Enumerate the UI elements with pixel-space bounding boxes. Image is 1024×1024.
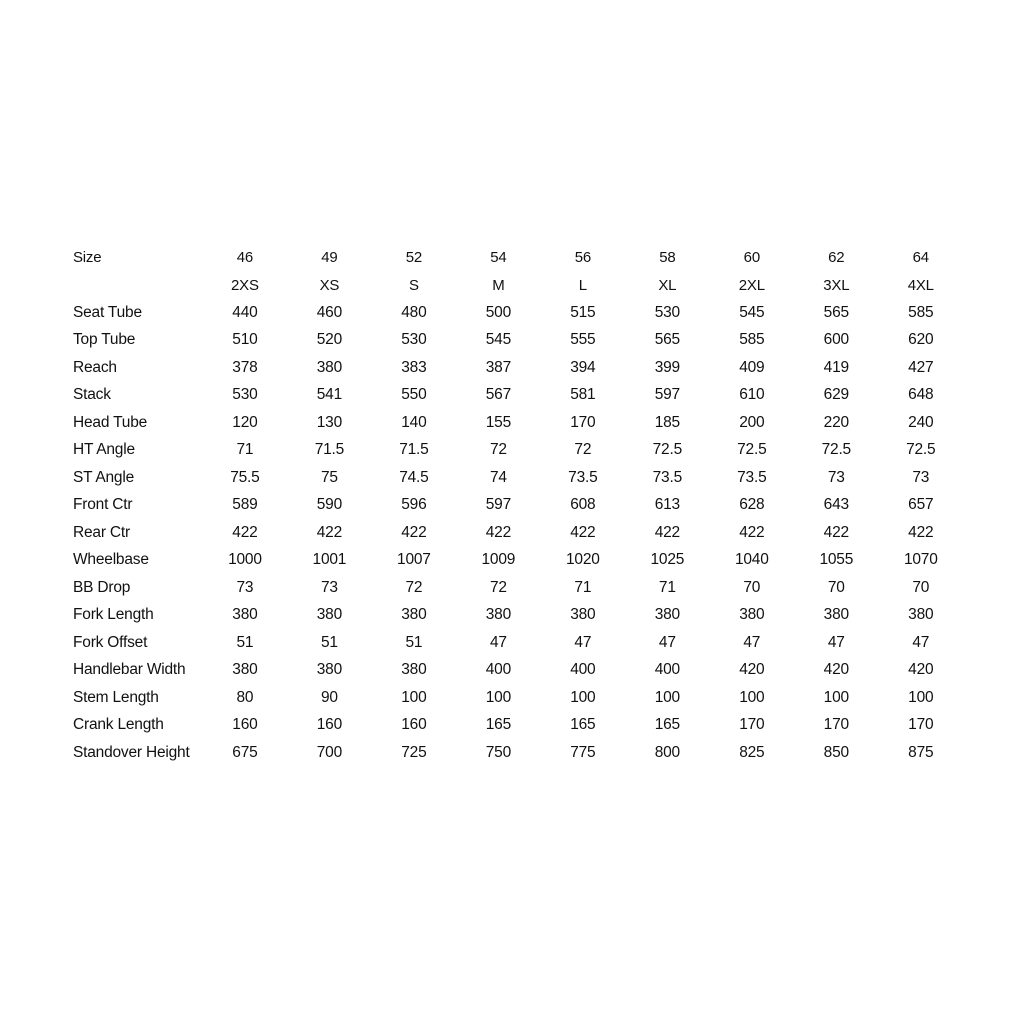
table-cell: 875 <box>908 743 934 761</box>
table-cell: 380 <box>739 606 765 624</box>
table-cell: 378 <box>232 358 258 376</box>
table-cell: 120 <box>232 413 258 431</box>
table-cell: 47 <box>489 633 507 651</box>
table-cell: 47 <box>827 633 845 651</box>
table-cell: 440 <box>232 303 258 321</box>
table-cell: 422 <box>485 523 511 541</box>
row-label: Head Tube <box>73 413 148 431</box>
table-cell: 47 <box>574 633 592 651</box>
table-cell: 80 <box>236 688 254 706</box>
header-frame-size: 52 <box>405 249 423 267</box>
table-cell: 1025 <box>650 551 685 569</box>
table-cell: 380 <box>570 606 596 624</box>
table-cell: 422 <box>232 523 258 541</box>
table-cell: 597 <box>485 496 511 514</box>
table-cell: 800 <box>654 743 680 761</box>
row-label: Seat Tube <box>73 303 142 321</box>
row-label: Reach <box>73 358 117 376</box>
table-cell: 750 <box>485 743 511 761</box>
table-cell: 47 <box>743 633 761 651</box>
table-row <box>73 519 963 547</box>
header-frame-size: 46 <box>236 249 254 267</box>
table-cell: 545 <box>485 331 511 349</box>
table-row <box>73 299 963 327</box>
table-cell: 170 <box>908 716 934 734</box>
table-cell: 1055 <box>819 551 854 569</box>
table-cell: 565 <box>654 331 680 349</box>
table-cell: 73 <box>912 468 930 486</box>
table-cell: 380 <box>654 606 680 624</box>
table-cell: 541 <box>316 386 343 404</box>
row-label: Handlebar Width <box>73 661 186 679</box>
header-letter-size: XL <box>658 276 677 294</box>
table-cell: 422 <box>908 523 934 541</box>
table-cell: 185 <box>654 413 680 431</box>
table-cell: 520 <box>316 331 343 349</box>
table-row <box>73 382 963 410</box>
header-letter-size: 2XS <box>231 276 259 294</box>
table-row <box>73 739 963 767</box>
row-label: Front Ctr <box>73 496 133 514</box>
table-cell: 585 <box>739 331 765 349</box>
table-cell: 422 <box>823 523 849 541</box>
table-cell: 90 <box>320 688 338 706</box>
table-row <box>73 464 963 492</box>
table-cell: 555 <box>570 331 596 349</box>
table-cell: 596 <box>401 496 427 514</box>
table-cell: 420 <box>908 661 934 679</box>
table-cell: 165 <box>654 716 680 734</box>
table-cell: 200 <box>739 413 765 431</box>
table-cell: 170 <box>570 413 596 431</box>
table-row <box>73 684 963 712</box>
table-cell: 530 <box>232 386 258 404</box>
table-cell: 380 <box>823 606 849 624</box>
table-cell: 380 <box>316 606 343 624</box>
table-cell: 409 <box>739 358 765 376</box>
table-cell: 100 <box>654 688 680 706</box>
table-cell: 590 <box>316 496 343 514</box>
table-cell: 643 <box>823 496 849 514</box>
table-cell: 170 <box>823 716 849 734</box>
table-cell: 71 <box>236 441 254 459</box>
table-cell: 400 <box>570 661 596 679</box>
table-cell: 597 <box>654 386 680 404</box>
table-cell: 220 <box>823 413 849 431</box>
table-cell: 608 <box>570 496 596 514</box>
table-cell: 70 <box>743 578 761 596</box>
table-cell: 500 <box>485 303 511 321</box>
table-cell: 1040 <box>734 551 769 569</box>
table-row <box>73 354 963 382</box>
table-cell: 550 <box>401 386 427 404</box>
table-cell: 725 <box>401 743 427 761</box>
row-label: Standover Height <box>73 743 190 761</box>
table-cell: 567 <box>485 386 511 404</box>
table-cell: 825 <box>739 743 765 761</box>
table-row <box>73 327 963 355</box>
table-cell: 383 <box>401 358 427 376</box>
table-cell: 1009 <box>481 551 516 569</box>
table-cell: 75 <box>320 468 338 486</box>
table-row <box>73 574 963 602</box>
table-row <box>73 602 963 630</box>
table-cell: 70 <box>827 578 845 596</box>
table-row <box>73 492 963 520</box>
table-cell: 160 <box>316 716 343 734</box>
table-cell: 72.5 <box>737 441 767 459</box>
table-cell: 74.5 <box>399 468 429 486</box>
table-cell: 73.5 <box>737 468 767 486</box>
header-frame-size: 58 <box>659 249 676 267</box>
row-label: Stack <box>73 386 111 404</box>
table-cell: 422 <box>739 523 765 541</box>
row-label: Fork Length <box>73 606 154 624</box>
table-row <box>73 547 963 575</box>
table-cell: 240 <box>908 413 934 431</box>
header-frame-size: 54 <box>490 249 507 267</box>
table-cell: 530 <box>654 303 680 321</box>
table-cell: 160 <box>401 716 427 734</box>
table-cell: 72.5 <box>652 441 683 459</box>
table-cell: 130 <box>316 413 343 431</box>
table-cell: 380 <box>316 358 343 376</box>
row-label: Crank Length <box>73 716 164 734</box>
table-cell: 72 <box>489 578 507 596</box>
row-label: HT Angle <box>73 441 135 459</box>
table-cell: 100 <box>570 688 596 706</box>
header-row-frame-sizes <box>73 244 963 272</box>
header-letter-size: 3XL <box>823 276 850 294</box>
table-cell: 775 <box>570 743 596 761</box>
header-letter-size: L <box>578 276 587 294</box>
table-cell: 100 <box>908 688 934 706</box>
row-label: BB Drop <box>73 578 131 596</box>
header-frame-size: 64 <box>912 249 929 267</box>
table-cell: 70 <box>912 578 930 596</box>
table-row <box>73 437 963 465</box>
table-cell: 400 <box>485 661 511 679</box>
header-frame-size: 60 <box>743 249 760 267</box>
table-cell: 140 <box>401 413 427 431</box>
table-cell: 515 <box>570 303 596 321</box>
table-cell: 700 <box>316 743 343 761</box>
table-cell: 675 <box>232 743 258 761</box>
header-letter-size: XS <box>319 276 340 294</box>
table-cell: 589 <box>232 496 258 514</box>
table-cell: 47 <box>658 633 676 651</box>
table-cell: 400 <box>654 661 680 679</box>
header-letter-size: M <box>492 276 505 294</box>
table-cell: 51 <box>320 633 338 651</box>
row-label: Rear Ctr <box>73 523 130 541</box>
table-cell: 380 <box>316 661 343 679</box>
table-cell: 100 <box>823 688 849 706</box>
table-cell: 51 <box>405 633 423 651</box>
table-cell: 628 <box>739 496 765 514</box>
table-cell: 72 <box>574 441 592 459</box>
table-cell: 100 <box>485 688 511 706</box>
table-cell: 850 <box>823 743 849 761</box>
table-cell: 71.5 <box>399 441 429 459</box>
table-row <box>73 657 963 685</box>
table-cell: 427 <box>908 358 934 376</box>
table-cell: 73.5 <box>568 468 598 486</box>
table-cell: 51 <box>236 633 254 651</box>
table-cell: 420 <box>739 661 765 679</box>
header-row-letter-sizes <box>73 272 963 300</box>
table-cell: 160 <box>232 716 258 734</box>
table-cell: 1020 <box>566 551 600 569</box>
row-label: Top Tube <box>73 331 136 349</box>
table-cell: 71 <box>658 578 676 596</box>
table-cell: 530 <box>401 331 427 349</box>
header-frame-size: 62 <box>828 249 845 267</box>
table-cell: 380 <box>485 606 511 624</box>
table-cell: 394 <box>570 358 596 376</box>
table-cell: 610 <box>739 386 765 404</box>
table-cell: 47 <box>912 633 930 651</box>
table-cell: 657 <box>908 496 934 514</box>
header-letter-size: S <box>408 276 419 294</box>
header-letter-size: 2XL <box>738 276 765 294</box>
table-cell: 565 <box>823 303 849 321</box>
table-cell: 380 <box>232 661 258 679</box>
table-cell: 73 <box>320 578 338 596</box>
table-cell: 165 <box>485 716 511 734</box>
table-cell: 71 <box>574 578 592 596</box>
table-cell: 100 <box>739 688 765 706</box>
table-cell: 71.5 <box>314 441 345 459</box>
table-cell: 422 <box>654 523 680 541</box>
row-label: Wheelbase <box>73 551 149 569</box>
table-cell: 422 <box>401 523 427 541</box>
table-cell: 420 <box>823 661 849 679</box>
table-cell: 100 <box>401 688 427 706</box>
table-cell: 419 <box>823 358 849 376</box>
table-cell: 600 <box>823 331 849 349</box>
table-cell: 510 <box>232 331 258 349</box>
row-label: ST Angle <box>73 468 135 486</box>
table-cell: 75.5 <box>230 468 260 486</box>
row-label: Stem Length <box>73 688 159 706</box>
row-label: Fork Offset <box>73 633 148 651</box>
table-cell: 1001 <box>312 551 347 569</box>
table-cell: 460 <box>316 303 343 321</box>
table-cell: 422 <box>570 523 596 541</box>
table-cell: 620 <box>908 331 934 349</box>
table-cell: 380 <box>232 606 258 624</box>
geometry-table <box>73 244 963 767</box>
header-frame-size: 56 <box>574 249 591 267</box>
table-cell: 387 <box>485 358 511 376</box>
table-cell: 72.5 <box>821 441 851 459</box>
table-cell: 613 <box>654 496 680 514</box>
table-row <box>73 409 963 437</box>
table-cell: 72.5 <box>906 441 936 459</box>
header-size-label: Size <box>73 249 102 267</box>
table-cell: 585 <box>908 303 934 321</box>
header-frame-size: 49 <box>321 249 338 267</box>
table-cell: 72 <box>489 441 507 459</box>
table-cell: 380 <box>401 606 427 624</box>
table-cell: 399 <box>654 358 680 376</box>
header-letter-size: 4XL <box>907 276 934 294</box>
table-cell: 1070 <box>903 551 938 569</box>
table-cell: 581 <box>570 386 596 404</box>
table-cell: 1007 <box>397 551 431 569</box>
table-cell: 73.5 <box>652 468 683 486</box>
table-cell: 545 <box>739 303 765 321</box>
table-cell: 72 <box>405 578 423 596</box>
table-cell: 380 <box>908 606 934 624</box>
table-cell: 629 <box>823 386 849 404</box>
table-cell: 380 <box>401 661 427 679</box>
table-cell: 480 <box>401 303 427 321</box>
table-row <box>73 712 963 740</box>
table-cell: 170 <box>739 716 765 734</box>
table-cell: 155 <box>485 413 511 431</box>
table-cell: 1000 <box>228 551 262 569</box>
table-cell: 165 <box>570 716 596 734</box>
table-cell: 422 <box>316 523 343 541</box>
table-cell: 73 <box>827 468 845 486</box>
table-cell: 74 <box>489 468 507 486</box>
table-row <box>73 629 963 657</box>
table-cell: 73 <box>236 578 254 596</box>
table-cell: 648 <box>908 386 934 404</box>
